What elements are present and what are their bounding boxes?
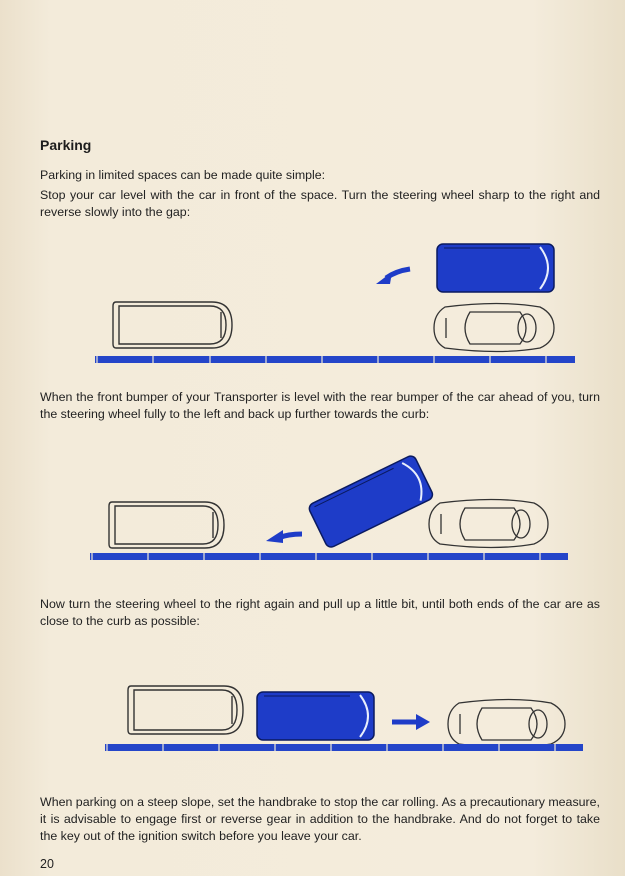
direction-arrow-left-icon [376,269,410,284]
curb-line [95,356,575,363]
transporter-vehicle [257,692,374,740]
direction-arrow-left-icon [266,530,302,543]
step-2-instruction: When the front bumper of your Transporter is level with the rear bumper of the car ahead of you, turn the steering wheel fully to the left and back up further towards the curb: [40,390,600,421]
parked-car-outline [429,500,548,548]
parking-diagram-step-3 [0,672,625,772]
direction-arrow-right-icon [392,714,430,730]
parked-car-outline [448,700,565,748]
parking-diagram-step-2 [0,452,625,567]
handbrake-advice-paragraph: When parking on a steep slope, set the handbrake to stop the car rolling. As a precautionary measure, it is advisable to engage first or reverse gear in addition to the handbrake. And do not forget to take the key out of the ignition switch before you leave your car. [40,795,600,843]
curb-line [90,553,568,560]
parked-van-outline [109,502,224,548]
transporter-vehicle [437,244,554,292]
step-3-instruction: Now turn the steering wheel to the right again and pull up a little bit, until both ends of the car are as close to the curb as possible: [40,597,600,628]
parking-diagram-step-1 [0,228,625,373]
parked-car-outline [434,304,554,352]
section-heading: Parking [40,137,92,153]
step-1-instruction: Stop your car level with the car in front of the space. Turn the steering wheel sharp to the right and reverse slowly into the gap: [40,188,600,219]
curb-line [105,744,583,751]
transporter-vehicle [307,454,434,549]
page-number: 20 [40,857,54,871]
parked-van-outline [113,302,232,348]
parked-van-outline [128,686,243,734]
intro-paragraph: Parking in limited spaces can be made quite simple: [40,168,326,182]
